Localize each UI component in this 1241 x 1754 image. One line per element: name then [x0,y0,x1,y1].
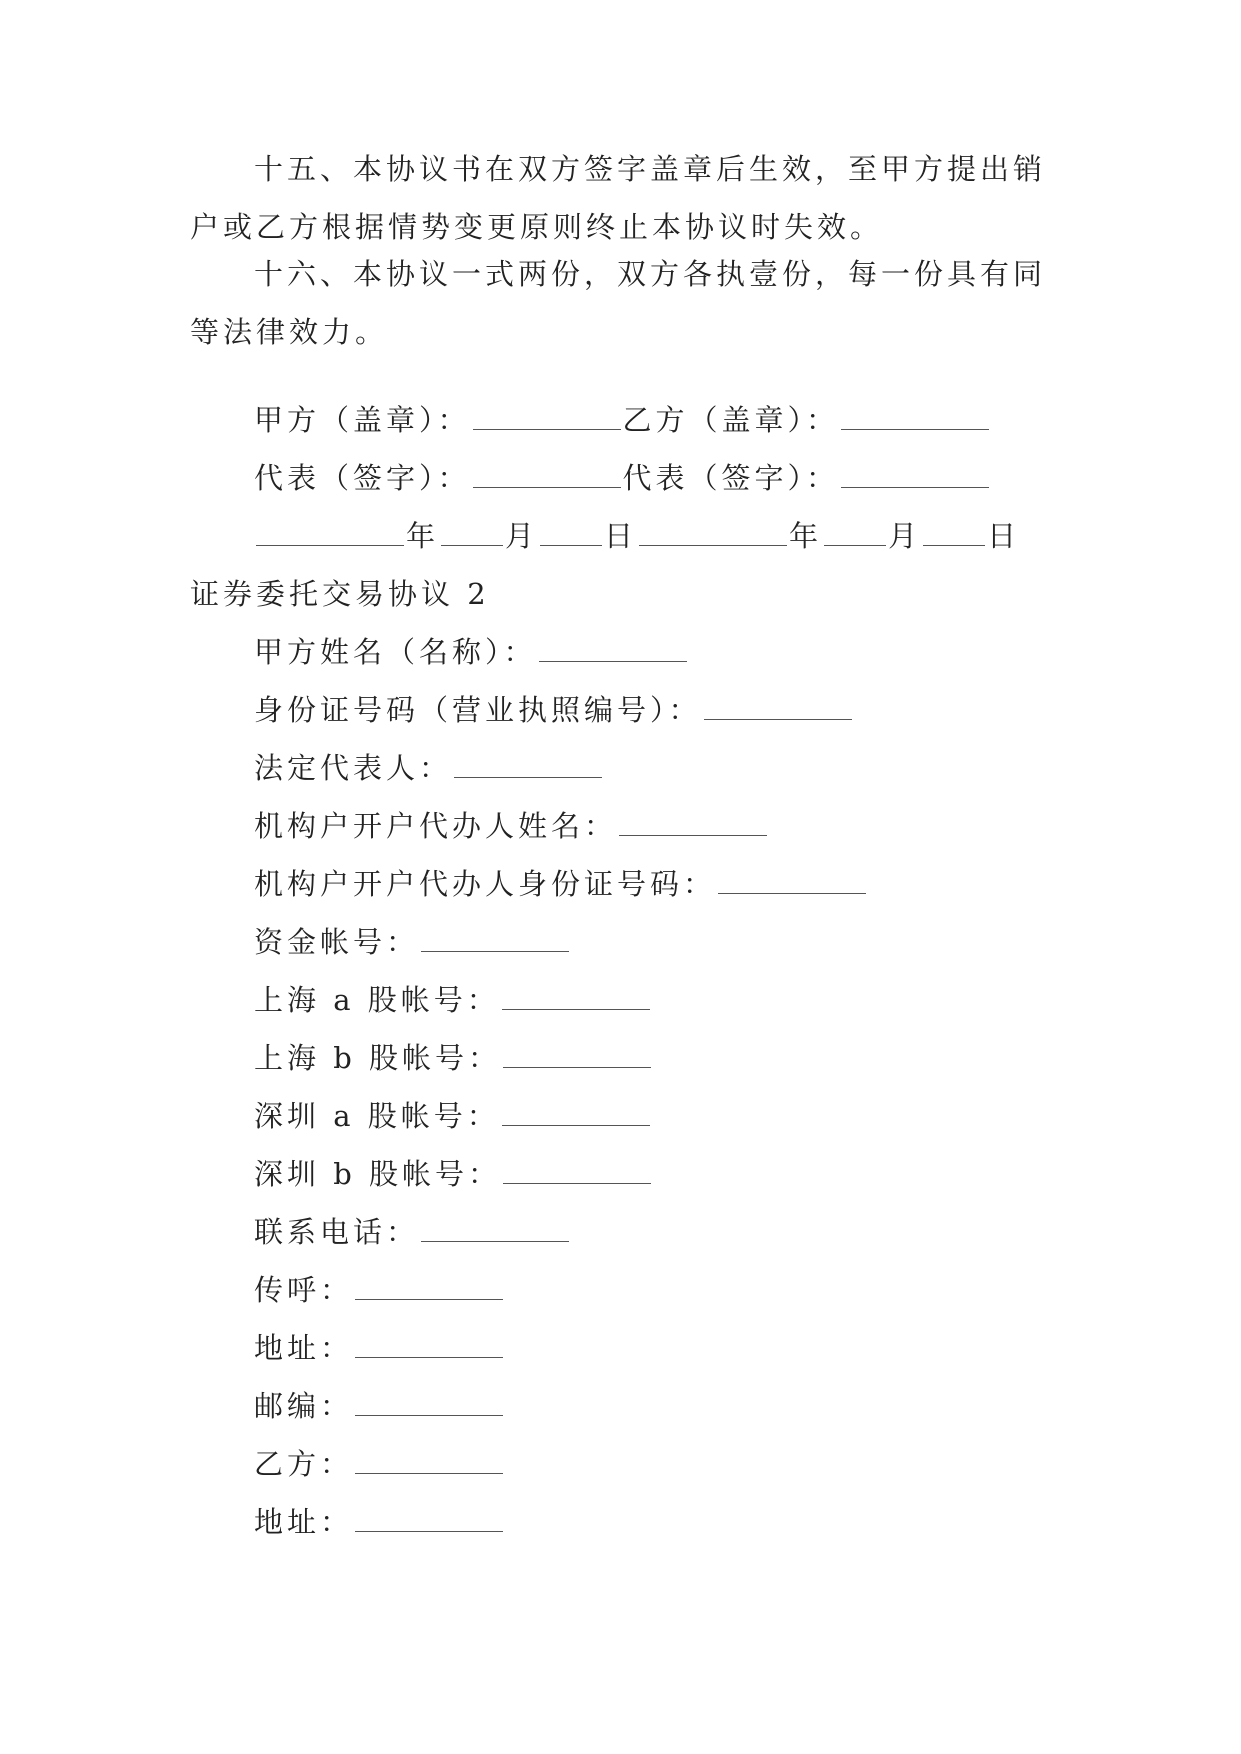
field-row [254,1212,571,1252]
rep-sign-row [254,458,991,498]
seal-row [254,400,991,440]
field-blank [503,1163,651,1184]
field-row [254,1444,505,1484]
party-b-seal-blank [841,409,989,430]
field-label: 上海 b 股帐号： [254,1041,502,1075]
field-blank [503,1047,651,1068]
field-label: 深圳 a 股帐号： [254,1099,500,1133]
date-b-day-label: 日 [987,519,1021,553]
date-a-month-label: 月 [505,519,539,553]
field-label: 上海 a 股帐号： [254,983,500,1017]
party-b-seal-label: 乙方（盖章）： [622,403,840,437]
date-a-day-blank [540,525,602,546]
date-row [254,516,1020,556]
field-label: 身份证号码（营业执照编号）： [254,693,702,727]
party-a-seal-label: 甲方（盖章）： [254,403,471,437]
field-row [254,864,868,904]
field-blank [355,1337,503,1358]
date-b-month-label: 月 [888,519,922,553]
field-blank [355,1453,503,1474]
field-blank [704,699,852,720]
clause-16-text: 十六、本协议一式两份，双方各执壹份，每一份具有同等法律效力。 [190,257,1047,349]
field-label: 乙方： [254,1447,354,1481]
field-blank [502,989,650,1010]
field-row [254,1502,505,1542]
field-row [254,1154,653,1194]
date-b-year-blank [639,525,787,546]
field-row [254,1096,652,1136]
field-row [254,980,652,1020]
field-label: 地址： [254,1505,354,1539]
field-blank [355,1279,503,1300]
field-label: 深圳 b 股帐号： [254,1157,502,1191]
field-label: 地址： [254,1331,354,1365]
clause-15 [190,140,1050,256]
party-a-seal-blank [473,409,621,430]
field-label: 甲方姓名（名称）： [254,635,537,669]
field-blank [421,1221,569,1242]
field-blank [502,1105,650,1126]
field-label: 机构户开户代办人姓名： [254,809,618,843]
rep-b-sign-blank [841,467,989,488]
field-row [254,1386,505,1426]
field-label: 联系电话： [254,1215,420,1249]
field-row [254,748,604,788]
date-a-month-blank [441,525,503,546]
field-row [254,690,854,730]
field-row [254,1038,653,1078]
field-blank [619,815,767,836]
date-a-day-label: 日 [604,519,638,553]
field-label: 机构户开户代办人身份证号码： [254,867,717,901]
rep-a-sign-blank [473,467,621,488]
field-row [254,1328,505,1368]
date-b-day-blank [923,525,985,546]
rep-a-sign-label: 代表（签字）： [254,461,471,495]
field-blank [355,1511,503,1532]
field-blank [421,931,569,952]
date-b-year-label: 年 [789,519,823,553]
field-blank [355,1395,503,1416]
clause-16 [190,245,1050,361]
field-row [254,806,769,846]
section-title: 证券委托交易协议 2 [190,577,490,611]
field-blank [718,873,866,894]
field-blank [454,757,602,778]
clause-15-text: 十五、本协议书在双方签字盖章后生效，至甲方提出销户或乙方根据情势变更原则终止本协议时失效。 [190,152,1047,244]
field-row [254,922,571,962]
field-row [254,1270,505,1310]
date-a-year-blank [256,525,404,546]
field-label: 传呼： [254,1273,354,1307]
date-b-month-blank [824,525,886,546]
field-label: 法定代表人： [254,751,453,785]
date-a-year-label: 年 [406,519,440,553]
field-row [254,632,689,672]
rep-b-sign-label: 代表（签字）： [622,461,840,495]
field-label: 资金帐号： [254,925,420,959]
field-label: 邮编： [254,1389,354,1423]
field-blank [539,641,687,662]
